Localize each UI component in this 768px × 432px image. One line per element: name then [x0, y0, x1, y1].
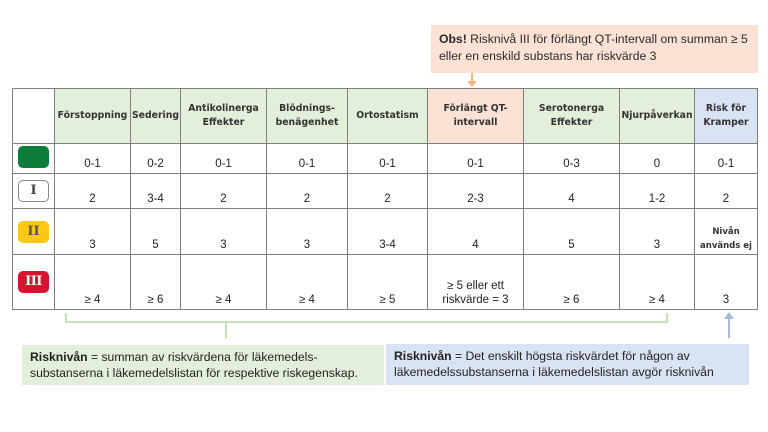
cell: ≥ 6 [524, 255, 620, 310]
bracket-horizontal [65, 321, 668, 323]
cell: 0-1 [428, 144, 524, 174]
cell: 1-2 [620, 174, 695, 209]
cell: ≥ 6 [131, 255, 181, 310]
cell: 3-4 [348, 209, 428, 255]
cell: 2 [695, 174, 758, 209]
level-cell [13, 209, 55, 255]
obs-note [431, 25, 758, 73]
risk-table [12, 88, 758, 310]
cell: 2-3 [428, 174, 524, 209]
cell: 3 [181, 209, 267, 255]
cell: 0-1 [55, 144, 131, 174]
cell: ≥ 5 [348, 255, 428, 310]
table-row [13, 144, 758, 174]
bracket-stem [225, 321, 227, 338]
cell: 0-2 [131, 144, 181, 174]
header-njurpaverkan: Njurpåverkan [620, 89, 695, 144]
header-antikolinerga: Antikolinerga Effekter [181, 89, 267, 144]
cell [695, 209, 758, 255]
table-row [13, 255, 758, 310]
header-serotonerga: Serotonerga Effekter [524, 89, 620, 144]
header-blank [13, 89, 55, 144]
cell: 5 [131, 209, 181, 255]
cell: 3 [620, 209, 695, 255]
cell: 3 [55, 209, 131, 255]
level-green-badge-icon [18, 146, 49, 168]
cell: 0-1 [348, 144, 428, 174]
cell: ≥ 4 [181, 255, 267, 310]
cell: ≥ 4 [620, 255, 695, 310]
cell: 0-1 [181, 144, 267, 174]
arrow-up-head-icon [724, 312, 734, 319]
header-kramper: Risk för Kramper [695, 89, 758, 144]
table-row [13, 174, 758, 209]
cell: 2 [348, 174, 428, 209]
cell: 2 [267, 174, 348, 209]
cell: 3 [267, 209, 348, 255]
header-ortostatism: Ortostatism [348, 89, 428, 144]
note-max-text: = Det enskilt högsta riskvärdet för någon av läkemedelssubstanserna i läkemedelslistan avgör risknivån [394, 349, 714, 379]
level-not-used: Nivån används ej [700, 227, 752, 251]
cell: 0-1 [695, 144, 758, 174]
level-iii-badge-icon: III [18, 271, 49, 293]
arrow-down-head-icon [467, 81, 477, 87]
note-sum-bold: Risknivån [30, 350, 88, 364]
cell: ≥ 5 eller ett riskvärde = 3 [428, 255, 524, 310]
cell: 0-1 [267, 144, 348, 174]
arrow-up-icon [728, 318, 730, 338]
header-blodningsbenagenhet: Blödnings-benägenhet [267, 89, 348, 144]
header-row [13, 89, 758, 144]
cell: 4 [428, 209, 524, 255]
cell: 4 [524, 174, 620, 209]
cell: 0-3 [524, 144, 620, 174]
obs-note-text: Risknivå III för förlängt QT-intervall om summan ≥ 5 eller en enskild substans har riskvärde 3 [439, 32, 748, 63]
cell: 3 [695, 255, 758, 310]
level-cell [13, 255, 55, 310]
note-sum-text: = summan av riskvärdena för läkemedels-substanserna i läkemedelslistan för respektive riskegenskap. [30, 350, 358, 380]
cell: 2 [181, 174, 267, 209]
note-max-bold: Risknivån [394, 349, 452, 363]
header-forstoppning: Förstoppning [55, 89, 131, 144]
table-row [13, 209, 758, 255]
level-cell [13, 174, 55, 209]
level-cell [13, 144, 55, 174]
note-sum [22, 345, 384, 385]
obs-note-bold: Obs! [439, 32, 467, 46]
header-sedering: Sedering [131, 89, 181, 144]
cell: ≥ 4 [55, 255, 131, 310]
note-max [386, 344, 749, 385]
level-ii-badge-icon: II [18, 221, 49, 243]
bracket-right [666, 313, 668, 323]
level-i-badge-icon: I [18, 180, 49, 202]
cell: 5 [524, 209, 620, 255]
header-qt-intervall: Förlängt QT-intervall [428, 89, 524, 144]
cell: 0 [620, 144, 695, 174]
cell: ≥ 4 [267, 255, 348, 310]
cell: 2 [55, 174, 131, 209]
cell: 3-4 [131, 174, 181, 209]
